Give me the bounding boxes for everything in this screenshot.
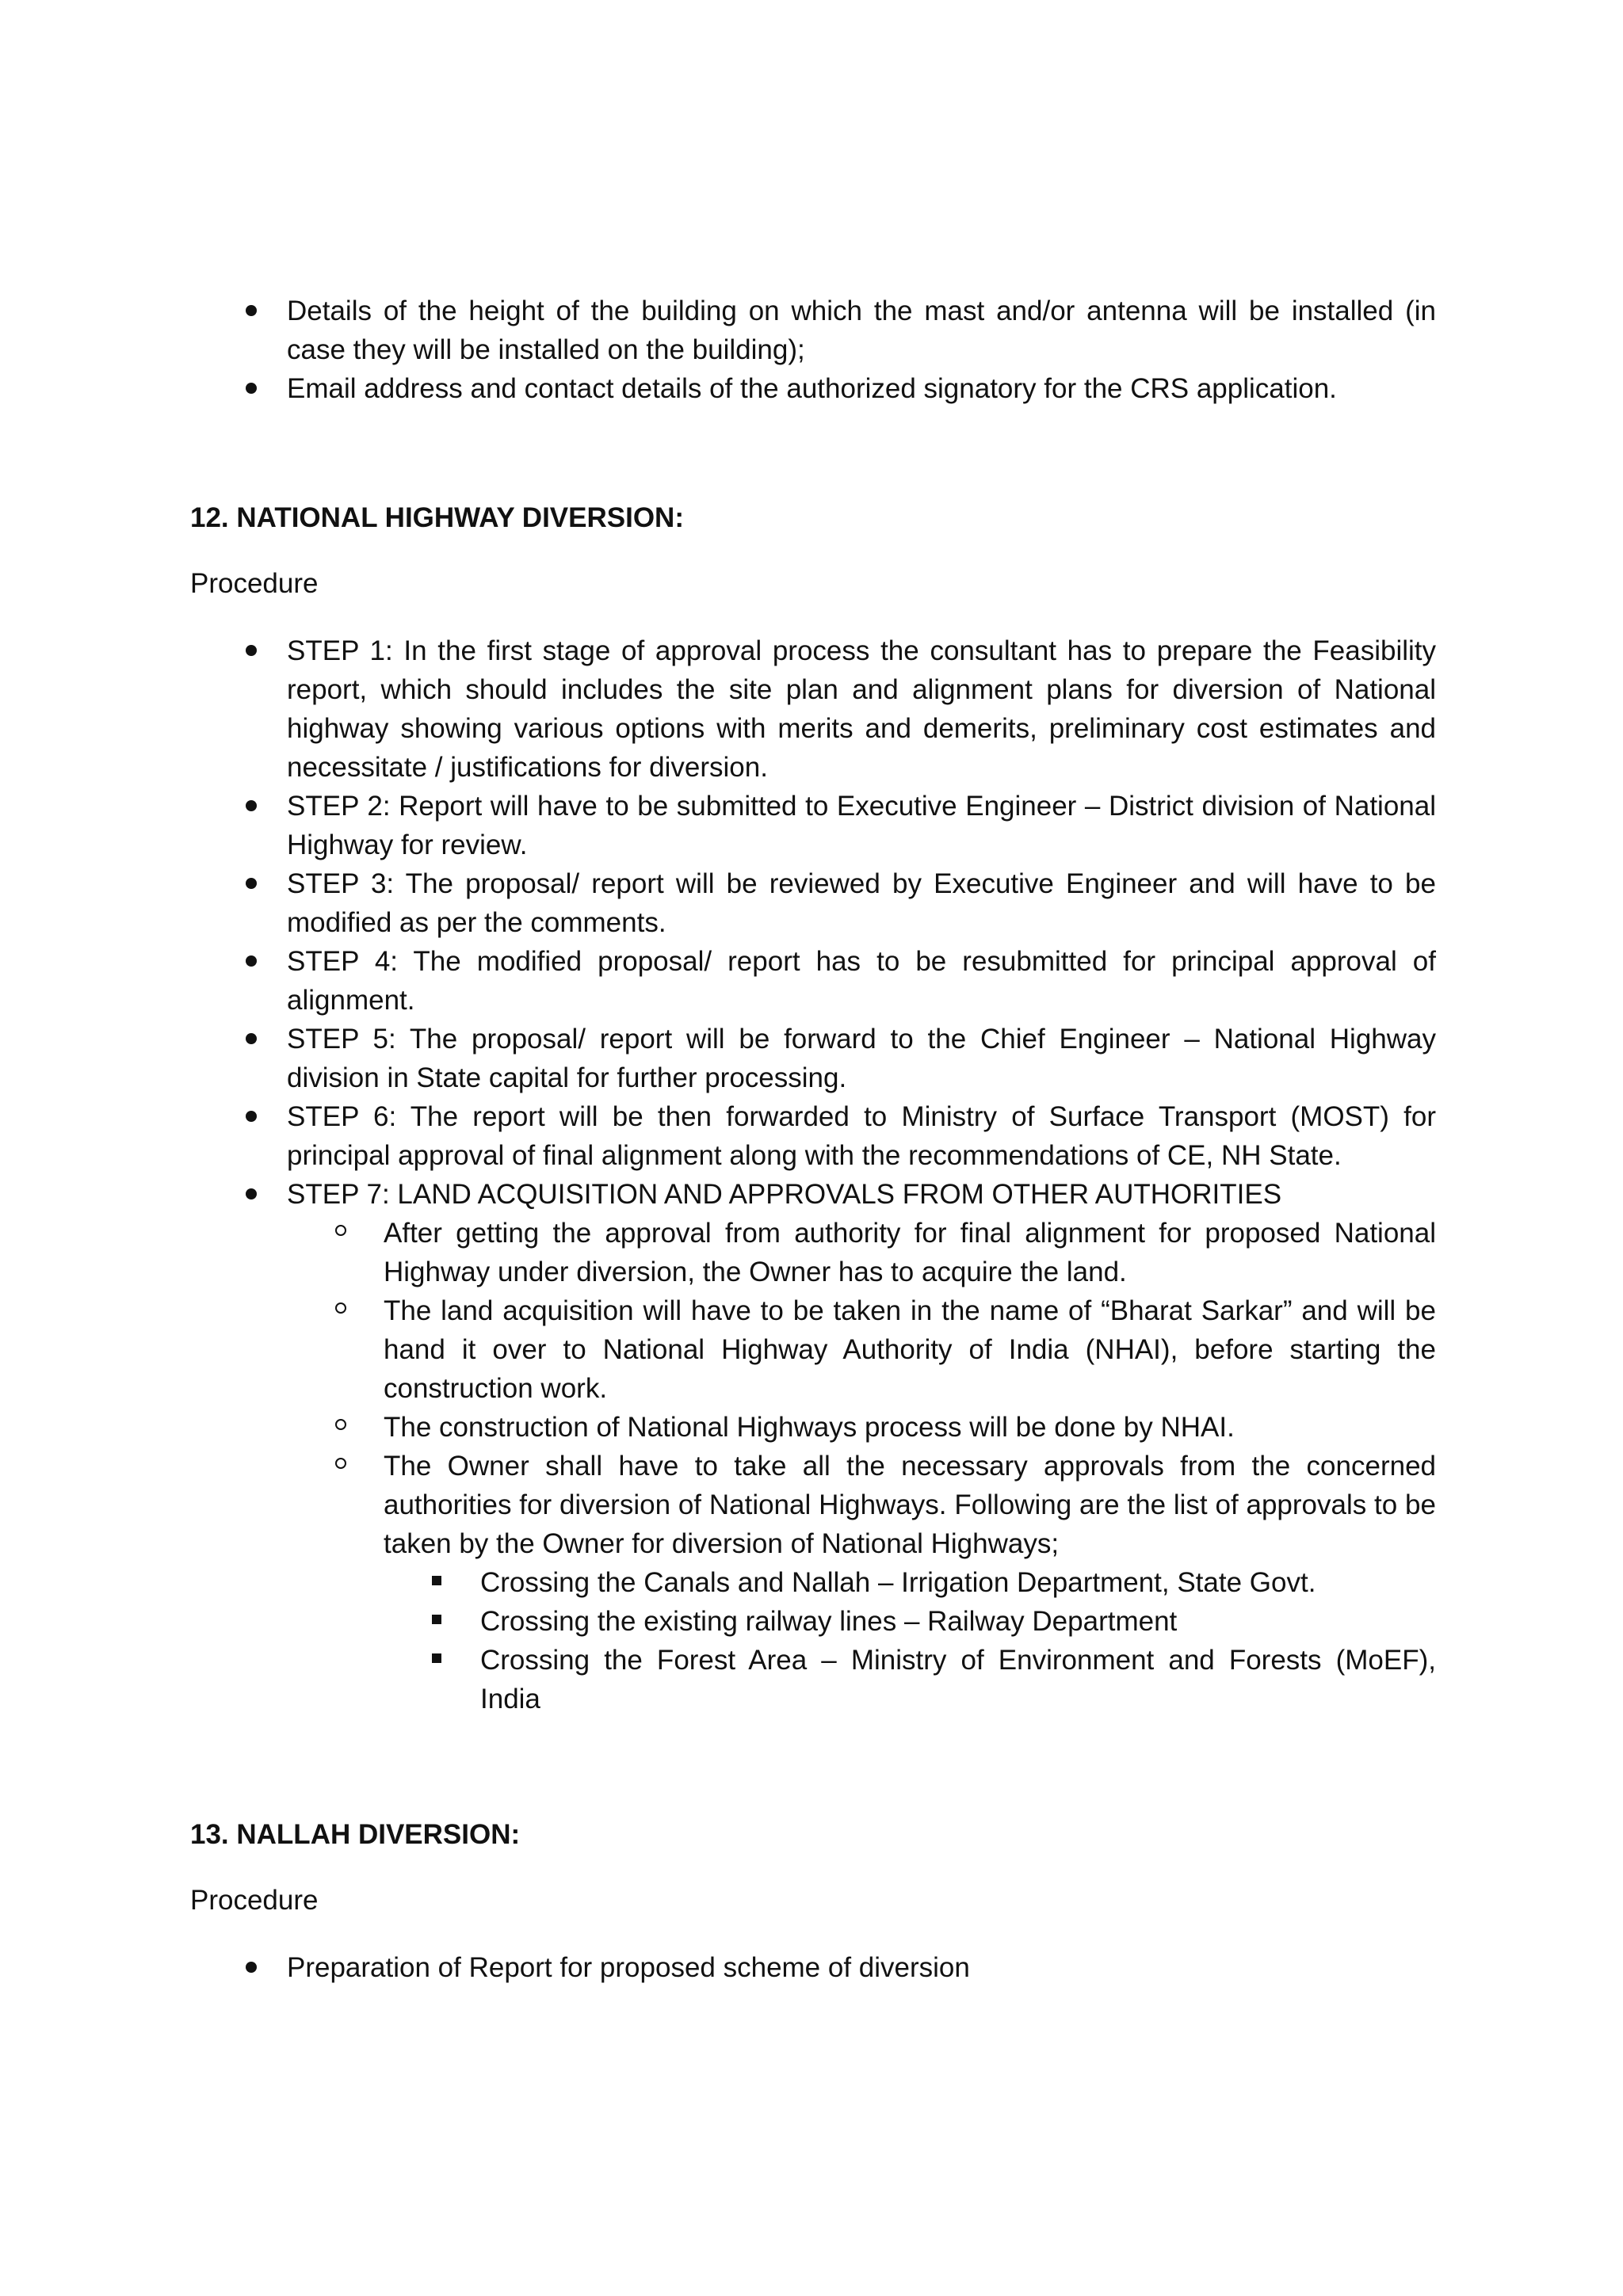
step-item [190,787,1436,864]
section-13-bullet-list [190,1948,1436,1987]
step-text: STEP 7: LAND ACQUISITION AND APPROVALS FROM OTHER AUTHORITIES [287,1179,1282,1210]
step-text: STEP 6: The report will be then forwarded to Ministry of Surface Transport (MOST) for principal approval of final alignment along with the recommendations of CE, NH State. [287,1101,1436,1171]
bullet-icon [246,1188,257,1199]
sub-item-text: The Owner shall have to take all the necessary approvals from the concerned authorities for diversion of National Highways. Following are the list of approvals to be taken by the Owner for diversion of National Highways; [384,1451,1436,1559]
hollow-bullet-icon [335,1419,346,1430]
square-bullet-icon [432,1615,441,1624]
step-item [190,1020,1436,1097]
sub-item-text: The construction of National Highways process will be done by NHAI. [384,1412,1235,1443]
step-item [190,1175,1436,1718]
bullet-icon [246,955,257,967]
bullet-icon [246,645,257,656]
list-item-text: Email address and contact details of the authorized signatory for the CRS application. [287,373,1337,404]
approval-text: Crossing the existing railway lines – Railway Department [480,1606,1178,1637]
section-12-procedure-label: Procedure [190,568,319,599]
step-text: STEP 1: In the first stage of approval process the consultant has to prepare the Feasibility report, which should includes the site plan and alignment plans for diversion of National highway showing various options with merits and demerits, preliminary cost estimates and necessitate / justifications for diversion. [287,635,1436,783]
sub-item [287,1447,1436,1718]
bullet-icon [246,1033,257,1044]
section-13-procedure-label: Procedure [190,1885,319,1916]
section-12-step-list [190,631,1436,1718]
square-bullet-icon [432,1576,441,1585]
step-text: STEP 5: The proposal/ report will be forward to the Chief Engineer – National Highway division in State capital for further processing. [287,1024,1436,1093]
list-item-text: Details of the height of the building on which the mast and/or antenna will be installed (in case they will be installed on the building); [287,296,1436,365]
approval-text: Crossing the Canals and Nallah – Irrigation Department, State Govt. [480,1567,1316,1598]
approval-item [384,1602,1436,1641]
hollow-bullet-icon [335,1302,346,1314]
sub-item [287,1408,1436,1447]
list-item [190,1948,1436,1987]
list-item [190,292,1436,369]
step-7-sub-list [287,1214,1436,1718]
step-text: STEP 3: The proposal/ report will be reviewed by Executive Engineer and will have to be modified as per the comments. [287,868,1436,938]
bullet-icon [246,305,257,316]
sub-item [287,1291,1436,1408]
hollow-bullet-icon [335,1458,346,1469]
step-text: STEP 4: The modified proposal/ report has to be resubmitted for principal approval of alignment. [287,946,1436,1016]
step-text: STEP 2: Report will have to be submitted to Executive Engineer – District division of National Highway for review. [287,791,1436,860]
intro-bullet-list [190,292,1436,408]
approval-item [384,1563,1436,1602]
step-item [190,631,1436,787]
approval-text: Crossing the Forest Area – Ministry of Environment and Forests (MoEF), India [480,1645,1436,1714]
step-item [190,1097,1436,1175]
bullet-icon [246,1962,257,1973]
section-12-heading: 12. NATIONAL HIGHWAY DIVERSION: [190,502,684,533]
square-bullet-icon [432,1653,441,1663]
document-page [190,292,1436,1987]
section-13-heading: 13. NALLAH DIVERSION: [190,1819,521,1850]
bullet-icon [246,800,257,811]
bullet-icon [246,878,257,889]
sub-item-text: The land acquisition will have to be taken in the name of “Bharat Sarkar” and will be hand it over to National Highway Authority of India (NHAI), before starting the construction work. [384,1295,1436,1404]
bullet-icon [246,383,257,394]
list-item [190,369,1436,408]
step-item [190,942,1436,1020]
sub-item-text: After getting the approval from authority for final alignment for proposed National Highway under diversion, the Owner has to acquire the land. [384,1218,1436,1287]
step-item [190,864,1436,942]
approval-item [384,1641,1436,1718]
sub-item [287,1214,1436,1291]
hollow-bullet-icon [335,1225,346,1236]
list-item-text: Preparation of Report for proposed scheme of diversion [287,1952,970,1983]
approvals-list [384,1563,1436,1718]
bullet-icon [246,1111,257,1122]
